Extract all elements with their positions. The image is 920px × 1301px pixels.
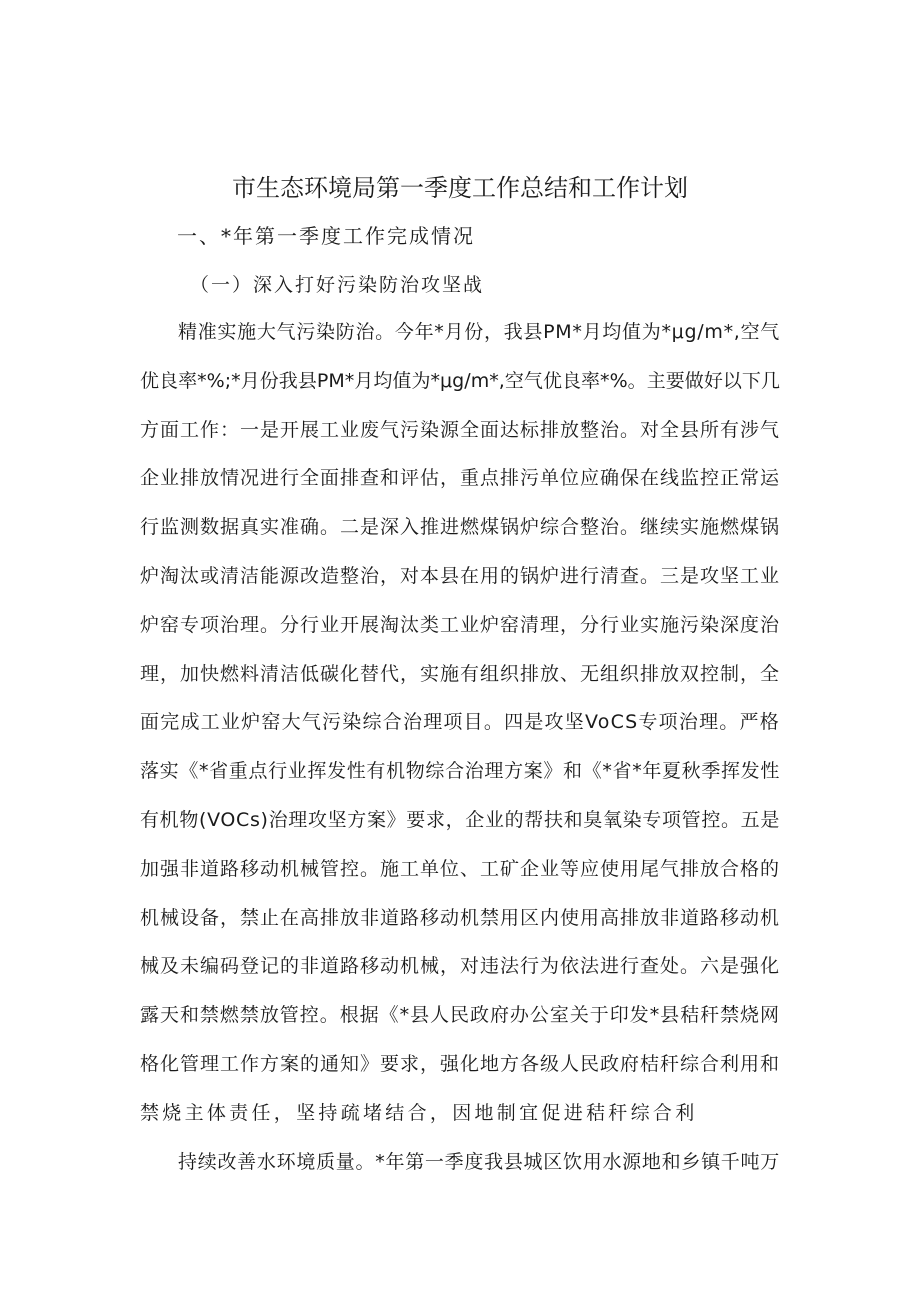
paragraph-line: 持续改善水环境质量。*年第一季度我县城区饮用水源地和乡镇千吨万 <box>178 1151 780 1173</box>
paragraph-line: 优良率*%;*月份我县PM*月均值为*μg∕m*,空气优良率*%。主要做好以下几 <box>140 370 780 392</box>
paragraph-line: 禁烧主体责任，坚持疏堵结合，因地制宜促进秸秆综合利 <box>140 1102 698 1124</box>
paragraph-line: 方面工作：一是开展工业废气污染源全面达标排放整治。对全县所有涉气 <box>140 419 780 441</box>
paragraph-line: 企业排放情况进行全面排查和评估，重点排污单位应确保在线监控正常运 <box>140 467 780 489</box>
paragraph-line: 露天和禁燃禁放管控。根据《*县人民政府办公室关于印发*县秸秆禁烧网 <box>140 1004 780 1026</box>
paragraph-line: 格化管理工作方案的通知》要求，强化地方各级人民政府桔秆综合利用和 <box>140 1053 780 1075</box>
paragraph-line: 理，加快燃料清洁低碳化替代，实施有组织排放、无组织排放双控制，全 <box>140 663 780 685</box>
document-title: 市生态环境局第一季度工作总结和工作计划 <box>232 174 688 202</box>
paragraph-line: 加强非道路移动机械管控。施工单位、工矿企业等应使用尾气排放合格的 <box>140 858 780 880</box>
paragraph-line: 炉淘汰或清洁能源改造整治，对本县在用的锅炉进行清查。三是攻坚工业 <box>140 565 780 587</box>
paragraph-line: 行监测数据真实准确。二是深入推进燃煤锅炉综合整治。继续实施燃煤锅 <box>140 516 780 538</box>
subsection-heading: （一）深入打好污染防治攻坚战 <box>190 274 485 296</box>
paragraph-line: 炉窑专项治理。分行业开展淘汰类工业炉窑清理，分行业实施污染深度治 <box>140 614 780 636</box>
paragraph-line: 有机物(VOCs)治理攻坚方案》要求，企业的帮扶和臭氧染专项管控。五是 <box>140 809 780 831</box>
paragraph-line: 械及未编码登记的非道路移动机械，对违法行为依法进行查处。六是强化 <box>140 955 780 977</box>
paragraph-line: 机械设备，禁止在高排放非道路移动机禁用区内使用高排放非道路移动机 <box>140 907 780 929</box>
paragraph-line: 落实《*省重点行业挥发性有机物综合治理方案》和《*省*年夏秋季挥发性 <box>140 760 780 782</box>
section-heading: 一、*年第一季度工作完成情况 <box>177 224 475 248</box>
paragraph-line: 面完成工业炉窑大气污染综合治理项目。四是攻坚VoCS专项治理。严格 <box>140 711 780 733</box>
paragraph-line: 精准实施大气污染防治。今年*月份，我县PM*月均值为*μg∕m*,空气 <box>178 321 780 343</box>
